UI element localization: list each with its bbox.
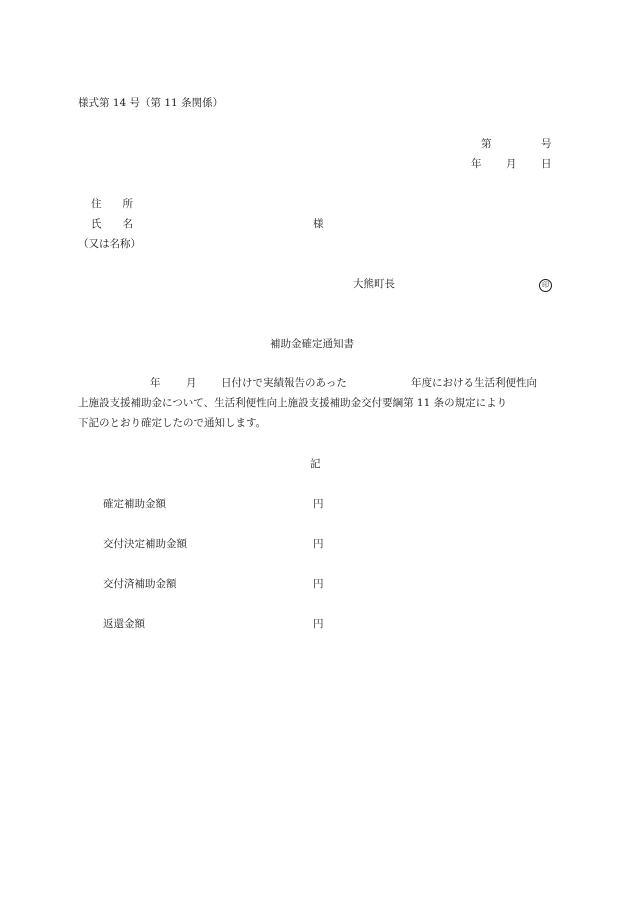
item-4-label: 返還金額 [103,618,145,630]
alt-name-label: （又は名称） [78,238,141,250]
issuer-title: 大熊町長 [353,278,395,290]
item-3-unit: 円 [313,578,324,590]
date-year: 年 [471,158,482,170]
item-2-unit: 円 [313,538,324,550]
seal-icon [539,279,552,292]
seal-mark: 印 [539,279,552,292]
date-day: 日 [541,158,552,170]
date-month: 月 [506,158,517,170]
item-1-label: 確定補助金額 [103,498,166,510]
item-3-label: 交付済補助金額 [103,578,177,590]
form-number: 様式第 14 号（第 11 条関係） [78,97,224,109]
document-title: 補助金確定通知書 [270,338,354,350]
body-line-3: 下記のとおり確定したので通知します。 [78,417,267,429]
body-line-1-year: 年 [150,377,161,389]
body-line-2: 上施設支援補助金について、生活利便性向上施設支援補助金交付要綱第 11 条の規定により [78,397,508,409]
body-line-1-tail: 年度における生活利便性向 [411,377,537,389]
honorific: 様 [313,218,324,230]
doc-number-go: 号 [541,138,552,150]
item-1-unit: 円 [313,498,324,510]
ki-heading: 記 [310,458,321,470]
item-2-label: 交付決定補助金額 [103,538,187,550]
doc-number-dai: 第 [481,138,492,150]
name-label: 氏 名 [91,218,133,230]
address-label: 住 所 [91,198,133,210]
body-line-1-month: 月 [186,377,197,389]
body-line-1-rest: 日付けで実績報告のあった [221,377,347,389]
item-4-unit: 円 [313,618,324,630]
